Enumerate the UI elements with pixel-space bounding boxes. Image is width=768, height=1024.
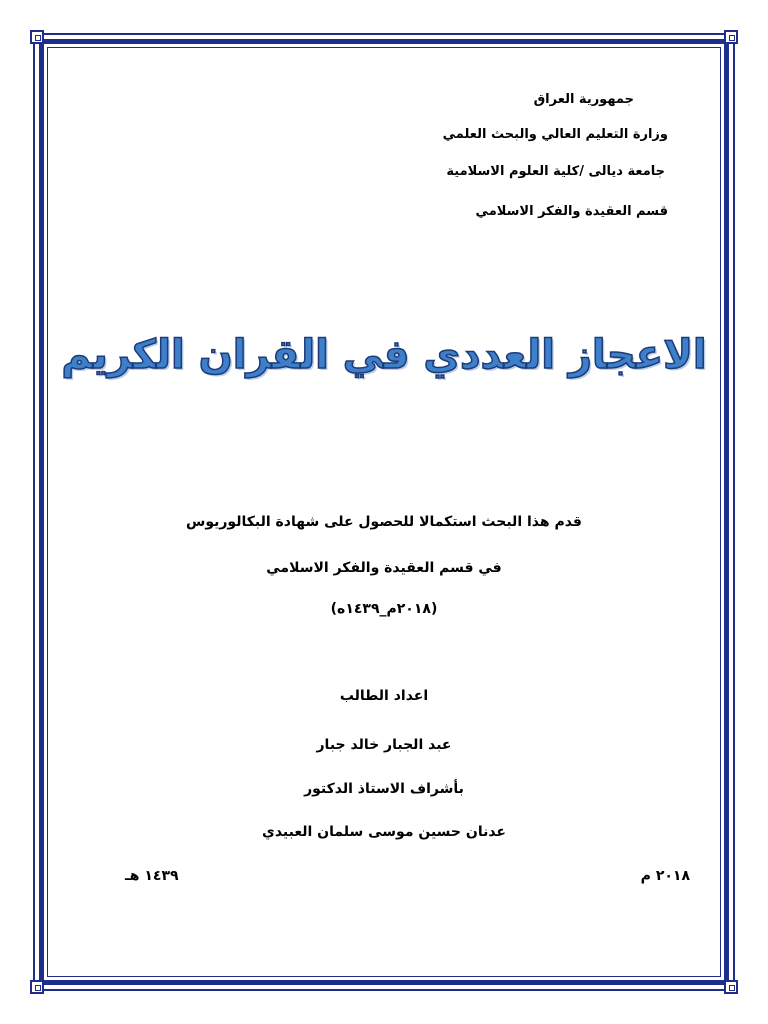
header-university: جامعة ديالى /كلية العلوم الاسلامية (446, 164, 665, 179)
hijri-date: ١٤٣٩ هـ (125, 868, 179, 884)
student-name: عبد الجبار خالد جبار (316, 737, 452, 753)
supervisor-name: عدنان حسين موسى سلمان العبيدي (261, 824, 506, 840)
gregorian-date: ٢٠١٨ م (640, 868, 690, 884)
header-department: قسم العقيدة والفكر الاسلامي (475, 204, 668, 219)
document-title: الاعجاز العددي في القران الكريم (61, 332, 707, 378)
border-corner-ornament (724, 30, 738, 44)
border-corner-ornament (30, 980, 44, 994)
prepared-by-label: اعداد الطالب (339, 688, 429, 704)
header-republic: جمهورية العراق (533, 92, 634, 107)
header-ministry: وزارة التعليم العالي والبحث العلمي (442, 127, 668, 142)
submission-statement: قدم هذا البحث استكمالا للحصول على شهادة البكالوريوس (186, 514, 582, 530)
border-corner-ornament (724, 980, 738, 994)
supervision-label: بأشراف الاستاذ الدكتور (304, 781, 464, 797)
border-corner-ornament (30, 30, 44, 44)
submission-year: (٢٠١٨م_١٤٣٩ه) (330, 601, 438, 617)
submission-department: في قسم العقيدة والفكر الاسلامي (266, 560, 502, 576)
